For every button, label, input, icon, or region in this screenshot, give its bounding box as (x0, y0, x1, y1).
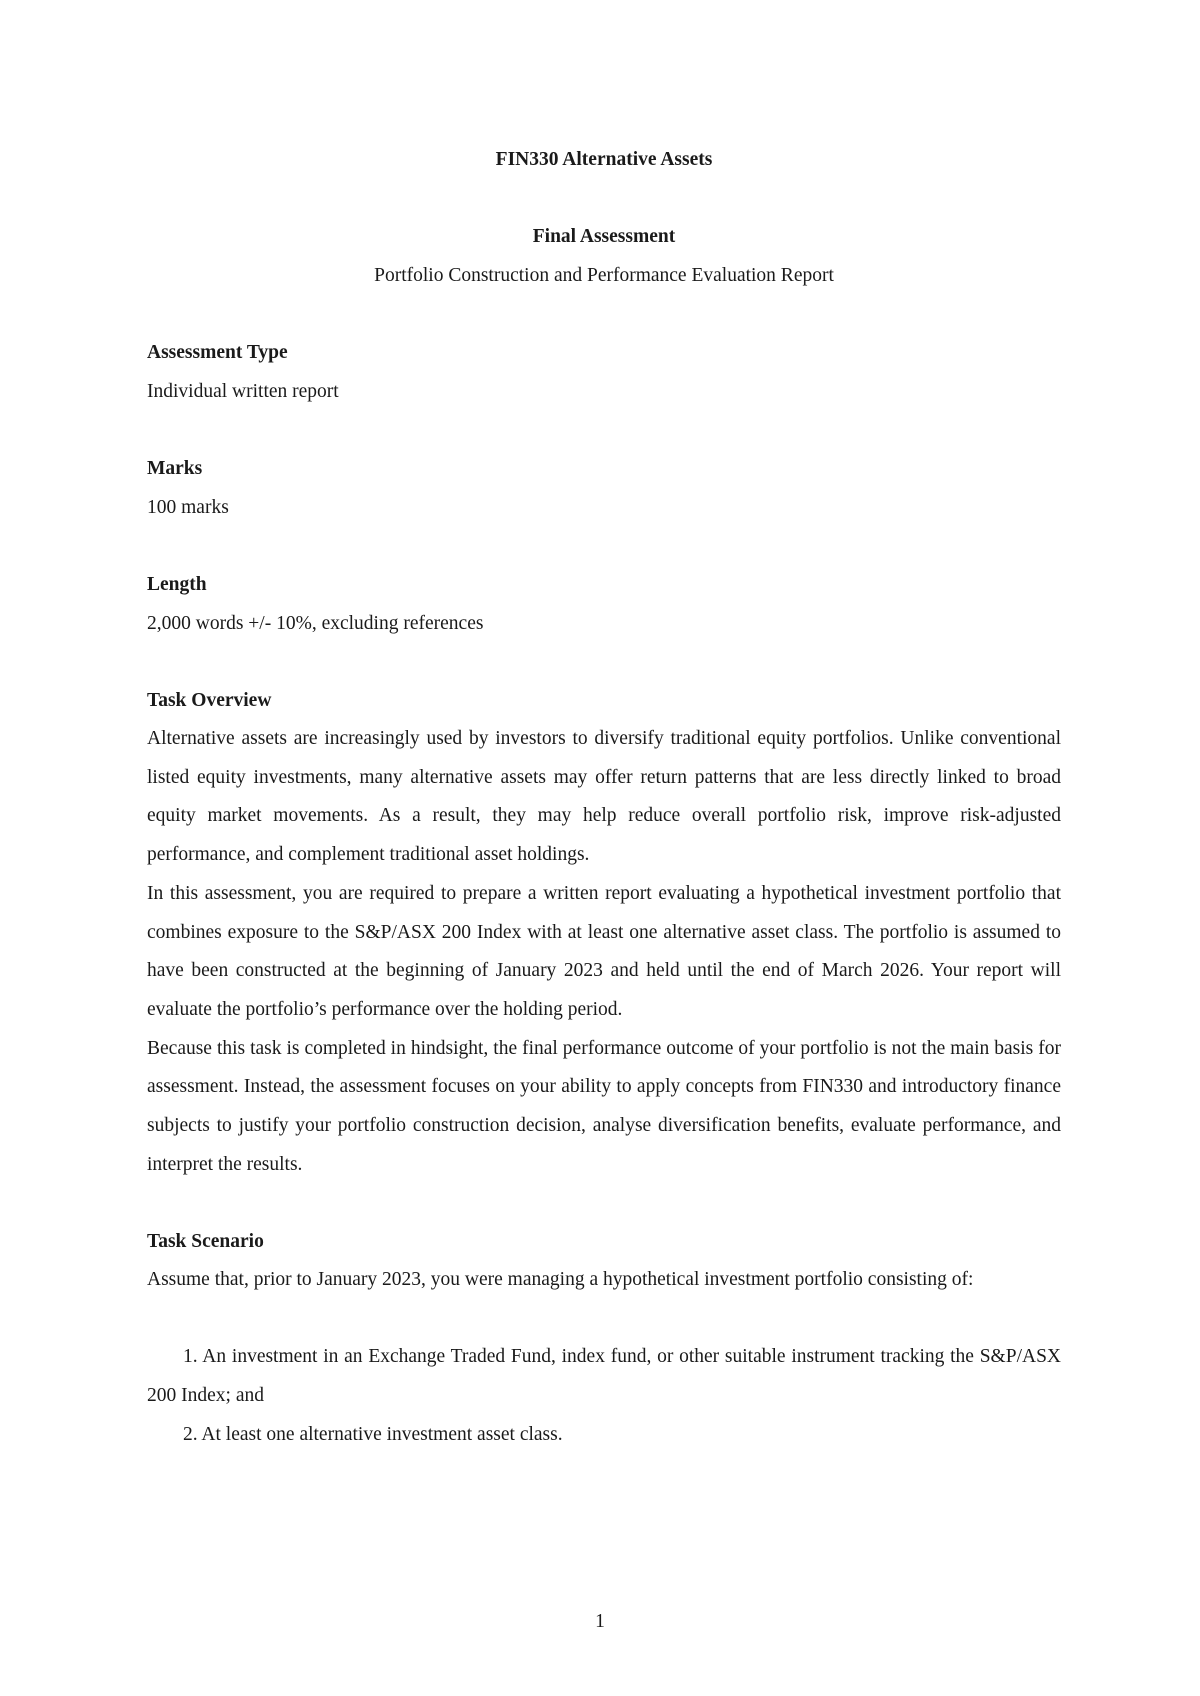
length-value: 2,000 words +/- 10%, excluding references (147, 613, 484, 634)
assessment-type-heading: Assessment Type (147, 342, 288, 363)
assessment-title: Final Assessment (532, 226, 676, 247)
task-overview-paragraph: Alternative assets are increasingly used by investors to diversify traditional equity portfolios. Unlike conventional listed equity investments, many alternative assets may offer return patterns that are less directly linked to broad equity market movements. As a result, they may help reduce overall portfolio risk, improve risk-adjusted performance, and complement traditional asset holdings. (147, 728, 1061, 866)
task-overview-paragraph: In this assessment, you are required to prepare a written report evaluating a hypothetical investment portfolio that combines exposure to the S&P/ASX 200 Index with at least one alternative asset class. The portfolio is assumed to have been constructed at the beginning of January 2023 and held until the end of March 2026. Your report will evaluate the portfolio’s performance over the holding period. (147, 882, 1061, 1020)
scenario-list-item: 1. An investment in an Exchange Traded Fund, index fund, or other suitable instrument tracking the S&P/ASX 200 Index; and (147, 1346, 1061, 1406)
spacer (147, 1184, 1061, 1222)
spacer (147, 643, 1061, 681)
marks-heading: Marks (147, 458, 203, 479)
course-title: FIN330 Alternative Assets (495, 149, 713, 170)
assessment-type-value: Individual written report (147, 381, 339, 402)
report-subtitle: Portfolio Construction and Performance Evaluation Report (374, 265, 834, 286)
spacer (147, 1300, 1061, 1338)
marks-value: 100 marks (147, 497, 229, 518)
task-scenario-intro: Assume that, prior to January 2023, you were managing a hypothetical investment portfolio consisting of: (147, 1269, 974, 1291)
spacer (147, 295, 1061, 333)
page-content (147, 140, 1061, 1454)
scenario-list-item: 2. At least one alternative investment asset class. (183, 1423, 563, 1445)
length-heading: Length (147, 574, 207, 595)
page-number: 1 (595, 1611, 605, 1632)
spacer (147, 527, 1061, 565)
spacer (147, 411, 1061, 449)
task-overview-heading: Task Overview (147, 690, 272, 711)
task-overview-paragraph: Because this task is completed in hindsight, the final performance outcome of your portfolio is not the main basis for assessment. Instead, the assessment focuses on your ability to apply concepts from FIN330 and introductory finance subjects to justify your portfolio construction decision, analyse diversification benefits, evaluate performance, and interpret the results. (147, 1037, 1061, 1175)
task-scenario-heading: Task Scenario (147, 1231, 264, 1253)
spacer (147, 179, 1061, 217)
